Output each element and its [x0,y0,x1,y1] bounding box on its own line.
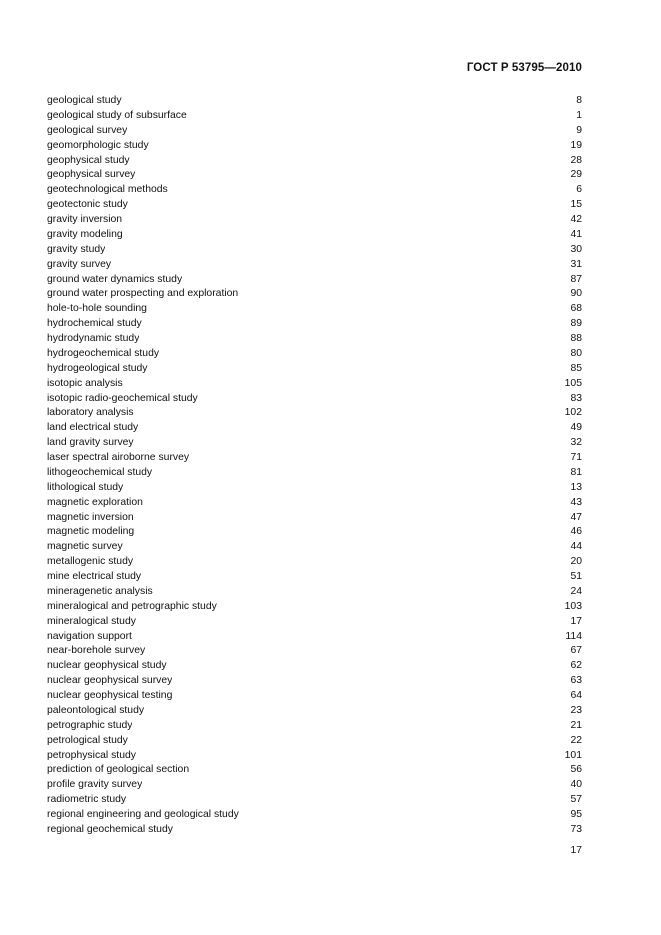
index-term: ground water prospecting and exploration [47,288,239,300]
index-entry [47,659,582,674]
index-page-ref: 95 [570,809,582,820]
index-term: geophysical survey [47,169,136,181]
index-page-ref: 49 [570,422,582,434]
index-page-ref: 31 [570,258,582,270]
index-page-ref: 87 [570,273,582,285]
index-page-ref: 68 [570,303,582,315]
index-entry [47,109,582,124]
index-entry [47,213,582,228]
index-term: geological study [47,95,122,106]
index-page-ref: 57 [570,794,582,806]
index-term: metallogenic study [47,556,134,568]
index-page-ref: 67 [570,645,582,657]
index-term: gravity survey [47,258,112,270]
index-entry [47,421,582,436]
index-term: regional geochemical study [47,823,173,835]
index-entry [47,481,582,496]
index-page-ref: 85 [570,362,582,374]
index-page-ref: 22 [570,734,582,746]
index-term: navigation support [47,630,132,642]
index-term: magnetic inversion [47,511,134,523]
index-term: land gravity survey [47,437,134,449]
index-entry [47,406,582,421]
index-page-ref: 29 [570,169,582,181]
index-page-ref: 90 [570,288,582,300]
index-entry [47,719,582,734]
index-entry [47,778,582,793]
index-page-ref: 73 [570,823,582,835]
index-term: magnetic exploration [47,496,143,508]
index-entry [47,198,582,213]
index-page-ref: 44 [570,541,582,553]
index-entry [47,689,582,704]
index-term: hydrogeochemical study [47,347,160,359]
index-term: petrographic study [47,719,133,731]
index-page-ref: 62 [570,660,582,672]
index-entry [47,94,582,109]
index-entry [47,392,582,407]
index-page-ref: 9 [576,124,582,136]
index-page-ref: 46 [570,526,582,538]
index-entry [47,585,582,600]
index-page-ref: 81 [570,466,582,478]
index-entry [47,630,582,645]
index-entry [47,600,582,615]
index-entry [47,555,582,570]
index-page-ref: 83 [570,392,582,404]
index-page-ref: 40 [570,779,582,791]
index-term: mine electrical study [47,571,142,582]
index-entry [47,124,582,139]
index-page-ref: 63 [570,675,582,687]
index-entry [47,644,582,659]
index-term: regional engineering and geological study [47,809,239,820]
index-page-ref: 13 [570,481,582,493]
index-entry [47,347,582,362]
index-term: nuclear geophysical survey [47,675,173,687]
index-page-ref: 64 [570,690,582,701]
index-entry [47,615,582,630]
index-page-ref: 89 [570,318,582,330]
index-entry [47,287,582,302]
index-page-ref: 43 [570,496,582,508]
index-term: geotechnological methods [47,184,168,196]
index-entry [47,808,582,823]
index-entry [47,496,582,511]
index-page-ref: 24 [570,585,582,597]
index-term: isotopic radio-geochemical study [47,392,198,404]
index-term: lithological study [47,481,124,493]
index-term: hydrochemical study [47,318,142,330]
index-page-ref: 19 [570,139,582,151]
index-entry [47,258,582,273]
index-page-ref: 21 [570,719,582,731]
index-entry [47,332,582,347]
index-term: prediction of geological section [47,764,190,776]
index-term: geological study of subsurface [47,109,187,121]
index-term: mineralogical study [47,615,136,627]
index-term: laser spectral airoborne survey [47,452,190,463]
index-entry [47,183,582,198]
index-term: profile gravity survey [47,779,143,791]
index-page-ref: 6 [576,184,582,196]
index-page-ref: 8 [576,95,582,106]
standard-code-header: ГОСТ Р 53795—2010 [466,62,582,74]
index-entry [47,734,582,749]
index-term: geophysical study [47,154,130,166]
index-page-ref: 20 [570,556,582,568]
index-entry [47,243,582,258]
index-entry [47,793,582,808]
index-term: geotectonic study [47,199,128,211]
index-term: geomorphologic study [47,139,149,151]
index-page-ref: 32 [570,437,582,449]
index-page-ref: 80 [570,347,582,359]
index-entry [47,436,582,451]
index-page-ref: 15 [570,199,582,211]
index-entry [47,302,582,317]
index-page-ref: 30 [570,243,582,255]
index-entry [47,540,582,555]
index-term: magnetic survey [47,541,123,553]
index-entry [47,511,582,526]
index-term: petrological study [47,734,128,746]
index-page-ref: 56 [570,764,582,776]
index-term: paleontological study [47,704,145,716]
index-term: laboratory analysis [47,407,134,419]
index-page-ref: 88 [570,333,582,344]
index-term: petrophysical study [47,749,136,761]
index-term: land electrical study [47,422,139,434]
index-term: mineralogical and petrographic study [47,600,217,612]
index-term: gravity inversion [47,214,123,225]
index-term: near-borehole survey [47,645,146,657]
index-term: nuclear geophysical study [47,660,167,672]
index-term: geological survey [47,124,128,136]
index-page-ref: 114 [565,630,582,642]
index-entry [47,377,582,392]
index-page-ref: 1 [576,109,582,121]
index-term: isotopic analysis [47,377,123,389]
index-entry [47,154,582,169]
index-page-ref: 71 [570,452,582,463]
index-entry [47,362,582,377]
page-number: 17 [570,845,582,856]
index-page-ref: 23 [570,704,582,716]
index-entry [47,139,582,154]
index-page-ref: 103 [564,600,582,612]
index-term: radiometric study [47,794,127,806]
index-entry [47,317,582,332]
alphabetical-index [47,94,582,838]
index-page-ref: 17 [570,615,582,627]
index-entry [47,168,582,183]
index-term: gravity study [47,243,106,255]
index-entry [47,525,582,540]
index-term: lithogeochemical study [47,466,153,478]
index-entry [47,466,582,481]
index-entry [47,451,582,466]
index-term: gravity modeling [47,228,123,240]
index-term: mineragenetic analysis [47,585,153,597]
index-page-ref: 102 [564,407,582,419]
index-page-ref: 28 [570,154,582,166]
index-page-ref: 51 [570,571,582,582]
index-entry [47,674,582,689]
index-term: hydrodynamic study [47,333,140,344]
index-entry [47,823,582,838]
index-entry [47,570,582,585]
index-term: ground water dynamics study [47,273,183,285]
index-page-ref: 105 [564,377,582,389]
index-term: hydrogeological study [47,362,148,374]
index-entry [47,749,582,764]
index-page-ref: 42 [570,214,582,225]
index-term: magnetic modeling [47,526,135,538]
index-entry [47,228,582,243]
index-term: nuclear geophysical testing [47,690,173,701]
index-entry [47,273,582,288]
index-page-ref: 41 [570,228,582,240]
index-entry [47,704,582,719]
index-page-ref: 47 [570,511,582,523]
index-term: hole-to-hole sounding [47,303,147,315]
index-page-ref: 101 [564,749,582,761]
index-entry [47,763,582,778]
